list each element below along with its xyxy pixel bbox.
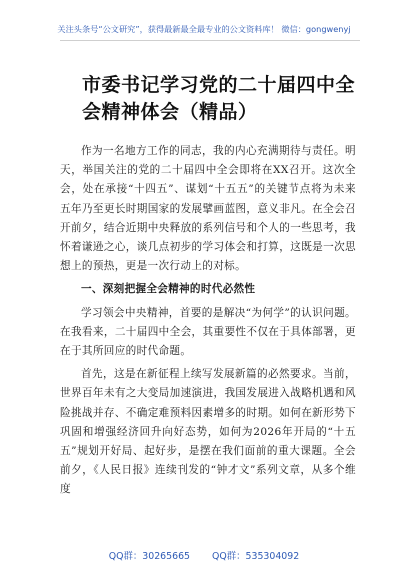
section-heading-1: 一、深刻把握全会精神的时代必然性 bbox=[81, 283, 256, 296]
document-title: 市委书记学习党的二十届四中全会精神体会（精品） bbox=[82, 74, 356, 123]
header-divider bbox=[60, 40, 360, 41]
footer-qq-group-2: QQ群：535304092 bbox=[212, 551, 300, 562]
header-notice: 关注头条号“公文研究”，获得最新最全最专业的公文资料库！ 微信：gongwenyj bbox=[57, 24, 351, 34]
page-footer bbox=[0, 548, 408, 562]
page-header bbox=[0, 0, 408, 52]
intro-paragraph: 作为一名地方工作的同志，我的内心充满期待与责任。明天，举国关注的党的二十届四中全会即将在XX召开。这次全会，处在承接“十四五”、谋划“十五五”的关键节点将为未来五年乃至更长时期国家的发展擘画蓝图，意义非凡。在全会召开前夕，结合近期中央释放的系列信号和个人的一些思考，我怀着谦逊之心，谈几点初步的学习体会和打算，这既是一次思想上的预热，更是一次行动上的对标。 bbox=[60, 145, 356, 273]
document-body bbox=[60, 72, 356, 504]
footer-qq-group-1: QQ群：30265665 bbox=[108, 551, 191, 562]
section1-paragraph-2: 首先，这是在新征程上续写发展新篇的必然要求。当前，世界百年未有之大变局加速演进，我国发展进入战略机遇和风险挑战并存、不确定难预料因素增多的时期。如何在新形势下巩固和增强经济回升向好态势，如何为2026年开局的“十五五”规划开好局、起好步，是摆在我们面前的重大课题。全会前夕，《人民日报》连续刊发的“钟才文”系列文章，从多个维度 bbox=[60, 368, 356, 496]
section1-paragraph-1: 学习领会中央精神，首要的是解决“为何学”的认识问题。在我看来，二十届四中全会，其重要性不仅在于具体部署，更在于其所回应的时代命题。 bbox=[60, 306, 356, 358]
